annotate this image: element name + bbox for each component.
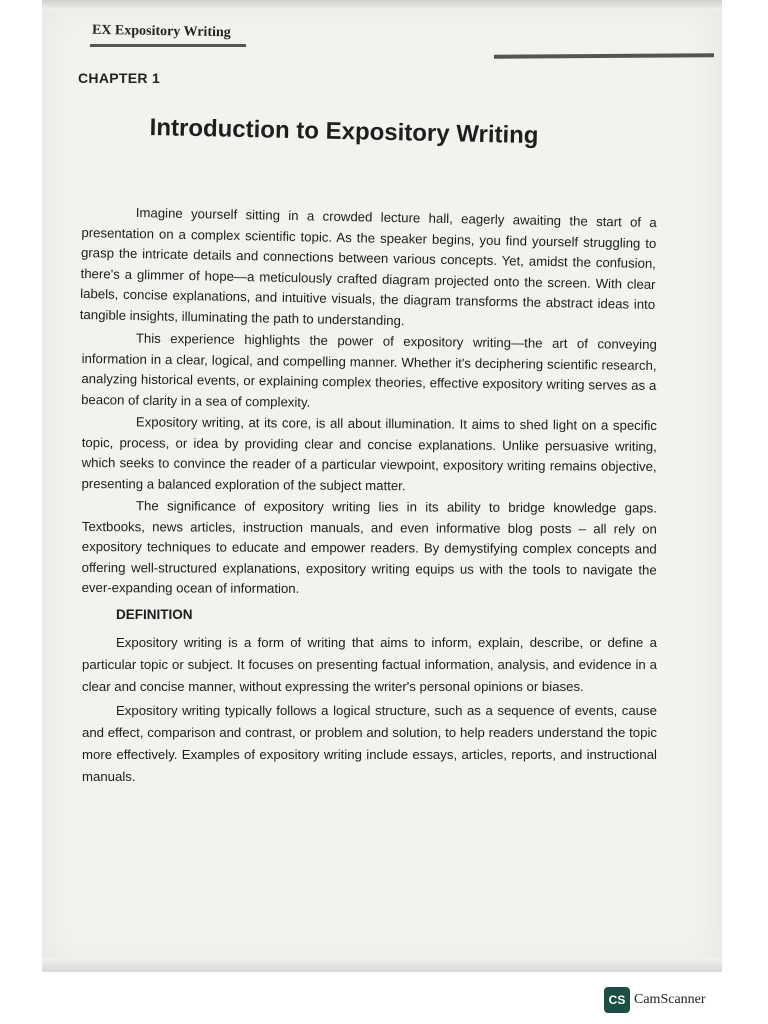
paragraph-3: Expository writing, at its core, is all about illumination. It aims to shed light on a specific topic, process, or idea by providing clear and concise explanations. Unlike persuasive writing, which seeks to convince the reader of a particular viewpoint, expository writing remains objective, presenting a balanced exploration of the subject matter. xyxy=(81,414,657,493)
chapter-body xyxy=(79,202,657,790)
scanned-page xyxy=(42,0,722,972)
definition-section xyxy=(82,632,657,788)
chapter-title: Introduction to Expository Writing xyxy=(149,114,539,150)
camscanner-watermark xyxy=(604,986,706,1014)
scan-bottom-shadow xyxy=(42,958,722,972)
scan-edge-shadow xyxy=(42,0,722,10)
chapter-label: CHAPTER 1 xyxy=(78,70,161,86)
camscanner-name: CamScanner xyxy=(634,992,706,1007)
camscanner-logo-icon: CS xyxy=(604,987,630,1013)
definition-heading: DEFINITION xyxy=(116,607,193,623)
running-head: EX Expository Writing xyxy=(91,22,231,41)
paragraph-2: This experience highlights the power of expository writing—the art of conveying information in a clear, logical, and compelling manner. Whether it's deciphering scientific research, analyzing historical events, or explaining complex theories, effective expository writing serves as a beacon of clarity in a sea of complexity. xyxy=(81,330,657,410)
paragraph-4: The significance of expository writing lies in its ability to bridge knowledge gaps. Textbooks, news articles, instruction manuals, and even informative blog posts – all rely on expository techniques to educate and empower readers. By demystifying complex concepts and offering well-structured explanations, expository writing equips us with the tools to navigate the ever-expanding ocean of information. xyxy=(81,498,657,597)
definition-paragraph-2: Expository writing typically follows a logical structure, such as a sequence of events, cause and effect, comparison and contrast, or problem and solution, to help readers understand the topic more effectively. Examples of expository writing include essays, articles, reports, and instructional manuals. xyxy=(82,702,657,784)
definition-paragraph-1: Expository writing is a form of writing that aims to inform, explain, describe, or define a particular topic or subject. It focuses on presenting factual information, analysis, and evidence in a clear and concise manner, without expressing the writer's personal opinions or biases. xyxy=(82,634,657,694)
header-rule xyxy=(494,53,714,59)
paragraph-1: Imagine yourself sitting in a crowded lecture hall, eagerly awaiting the start of a presentation on a complex scientific topic. As the speaker begins, you find yourself struggling to grasp the intricate details and connections between various concepts. Yet, amidst the confusion, there's a glimmer of hope—a meticulously crafted diagram projected onto the screen. With clear labels, concise explanations, and intuitive visuals, the diagram transforms the abstract ideas into tangible insights, illuminating the path to understanding. xyxy=(79,205,657,329)
running-head-rule xyxy=(90,44,246,47)
